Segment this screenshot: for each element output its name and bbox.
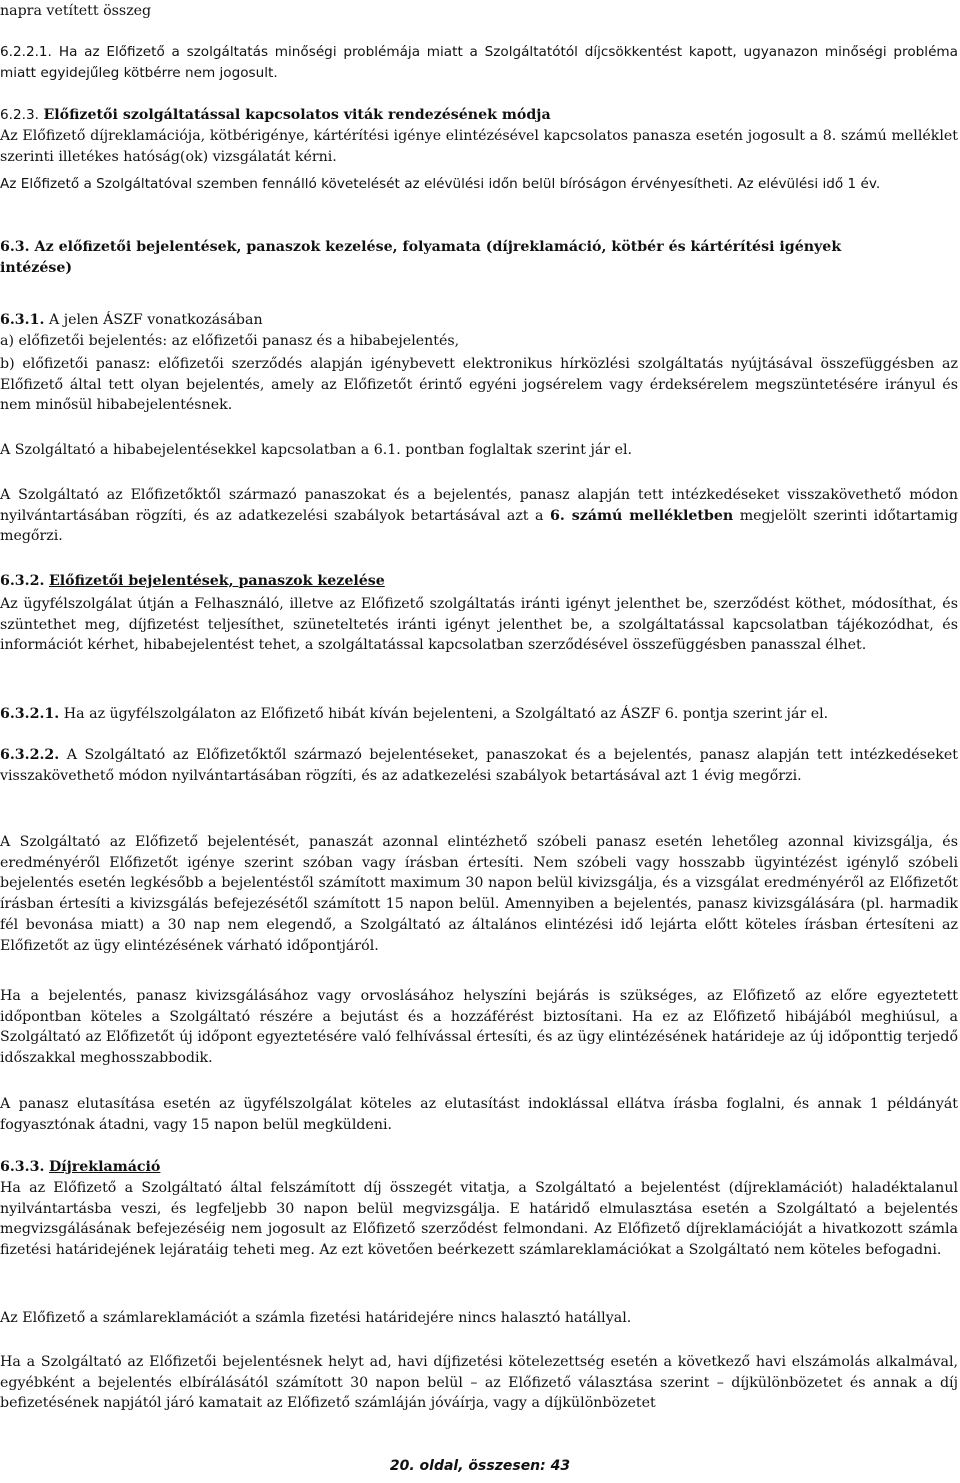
paragraph: Az ügyfélszolgálat útján a Felhasználó, illetve az Előfizető szolgáltatás iránti igényt jelenthet be, szerződést köthet, módosíthat, és szüntethet meg, díjfizetést teljesíthet, szüneteltetés iránti igényt jelenthet be, a szolgáltatással kapcsolatban tájékozódhat, és információt kérhet, hibabejelentést tehet, a szolgáltatással kapcsolatban szerződésével összefüggésben panasszal élhet. (0, 596, 958, 654)
annex-reference: 6. számú mellékletben (550, 507, 734, 524)
paragraph: A Szolgáltató a hibabejelentésekkel kapcsolatban a 6.1. pontban foglaltak szerint jár el. (0, 442, 633, 458)
section-number: 6.2.2.1. (0, 44, 52, 60)
definition-a: a) előfizetői bejelentés: az előfizetői panasz és a hibabejelentés, (0, 333, 460, 349)
section-6-3-heading: 6.3. Az előfizetői bejelentések, panaszok kezelése, folyamata (díjreklamáció, kötbér és kártérítési igények intézése) (0, 239, 842, 276)
paragraph: Ha a Szolgáltató az Előfizetői bejelentésnek helyt ad, havi díjfizetési kötelezettség esetén a következő havi elszámolás alkalmával, egyébként a bejelentés elbírálásától számított 30 napon belül – az Előfizető választása szerint – díjkülönbözetet és annak a díj befizetésének napjától járó kamatait az Előfizető számláján jóváírja, vagy a díjkülönbözetet (0, 1354, 958, 1412)
paragraph: Ha a bejelentés, panasz kivizsgálásához vagy orvoslásához helyszíni bejárás is szükséges, az Előfizető az előre egyeztetett időpontban köteles a Szolgáltató részére a bejutást és a hozzáférést biztosítani. Ha ez az Előfizető hibájából meghiúsul, a Szolgáltató az Előfizetőt új időpont egyeztetésére való felhívással értesíti, és az ügy elintézésének határideje az új időponttig terjedő időszakkal meghosszabbodik. (0, 988, 958, 1067)
top-line: napra vetített összeg (0, 3, 152, 19)
paragraph: A Szolgáltató az Előfizető bejelentését, panaszát azonnal elintézhető szóbeli panasz esetén lehetőleg azonnal kivizsgálja, és eredményéről Előfizetőt igénye szerint szóban vagy írásban értesíti. Nem szóbeli vagy hosszabb ügyintézést igénylő szóbeli bejelentés esetén legkésőbb a bejelentéstől számított maximum 30 napon belül kivizsgálja, és a vizsgálat eredményéről az Előfizetőt írásban értesíti a kivizsgálás befejezésétől számított 15 napon belül. Amennyiben a bejelentés, panasz kivizsgálására (pl. harmadik fél bevonása miatt) a 30 nap nem elegendő, a Szolgáltató az általános elintézési idő lejárta előtt köteles írásban értesíteni az Előfizetőt az ügy elintézésének várható időpontjáról. (0, 834, 958, 954)
section-6-3-2-1: 6.3.2.1. Ha az ügyfélszolgálaton az Előfizető hibát kíván bejelenteni, a Szolgáltató az ÁSZF 6. pontja szerint jár el. (0, 706, 829, 722)
definition-b: b) előfizetői panasz: előfizetői szerződés alapján igénybevett elektronikus hírközlési szolgáltatás nyújtásával összefüggésben az Előfizető által tett olyan bejelentés, amely az Előfizetőt érintő egyéni jogsérelem vagy érdeksérelem megszüntetésére irányul és nem minősül hibabejelentésnek. (0, 356, 958, 414)
section-title: Előfizetői szolgáltatással kapcsolatos viták rendezésének módja (43, 107, 551, 123)
paragraph: Ha az Előfizető a Szolgáltató által felszámított díj összegét vitatja, a Szolgáltató a bejelentést (díjreklamációt) haladéktalanul nyilvántartásba veszi, és legfeljebb 30 napon belül megvizsgálja. E határidő elmulasztása esetén a Szolgáltató a bejelentés megvizsgálásának befejezéséig nem jogosult az Előfizető szerződést felmondani. Az Előfizető díjreklamációját a hivatkozott számla fizetési határidejének lejáratáig teheti meg. Az ezt követően beérkezett számlareklamációkat a Szolgáltató nem köteles befogadni. (0, 1180, 958, 1259)
paragraph: Az Előfizető a Szolgáltatóval szemben fennálló követelését az elévülési időn belül bíróságon érvényesítheti. Az elévülési idő 1 év. (0, 176, 881, 192)
section-6-2-2-1 (0, 42, 958, 83)
page-footer: 20. oldal, összesen: 43 (389, 1458, 571, 1474)
section-number: 6.3.2.2. (0, 747, 60, 763)
section-6-3-2-heading (0, 571, 958, 592)
section-number: 6.3.3. (0, 1159, 45, 1175)
section-6-3-3-heading (0, 1157, 958, 1178)
section-number: 6.3.2. (0, 573, 45, 589)
paragraph: A Szolgáltató az Előfizetőktől származó panaszokat és a bejelentés, panasz alapján tett intézkedéseket visszakövethető módon nyilvántartásában rögzíti, és az adatkezelési szabályok betartásával azt a 6. számú mellékletben megjelölt szerinti időtartamig megőrzi. (0, 487, 958, 545)
section-6-3-1-intro: 6.3.1. A jelen ÁSZF vonatkozásában (0, 312, 263, 328)
paragraph: Az Előfizető díjreklamációja, kötbérigénye, kártérítési igénye elintézésével kapcsolatos panasza esetén jogosult a 8. számú melléklet szerinti illetékes hatóság(ok) vizsgálatát kérni. (0, 128, 958, 165)
paragraph: A panasz elutasítása esetén az ügyfélszolgálat köteles az elutasítást indoklással ellátva írásba foglalni, és annak 1 példányát fogyasztónak átadni, vagy 15 napon belül megküldeni. (0, 1096, 958, 1133)
section-number: 6.2.3. (0, 107, 39, 123)
section-title: Előfizetői bejelentések, panaszok kezelése (48, 573, 385, 589)
section-number: 6.3.2.1. (0, 706, 60, 722)
section-6-2-3-heading (0, 105, 958, 126)
section-text: Ha az Előfizető a szolgáltatás minőségi problémája miatt a Szolgáltatótól díjcsökkentést kapott, ugyanazon minőségi probléma miatt egyidejűleg kötbérre nem jogosult. (0, 44, 959, 81)
section-6-3-2-2: 6.3.2.2. A Szolgáltató az Előfizetőktől származó bejelentéseket, panaszokat és a bejelentés, panasz alapján tett intézkedéseket visszakövethető módon nyilvántartásában rögzíti, és az adatkezelési szabályok betartásával azt 1 évig megőrzi. (0, 747, 958, 784)
section-number: 6.3.1. (0, 312, 45, 328)
section-title: Díjreklamáció (48, 1159, 161, 1175)
paragraph: Az Előfizető a számlareklamációt a számla fizetési határidejére nincs halasztó hatállyal. (0, 1310, 632, 1326)
